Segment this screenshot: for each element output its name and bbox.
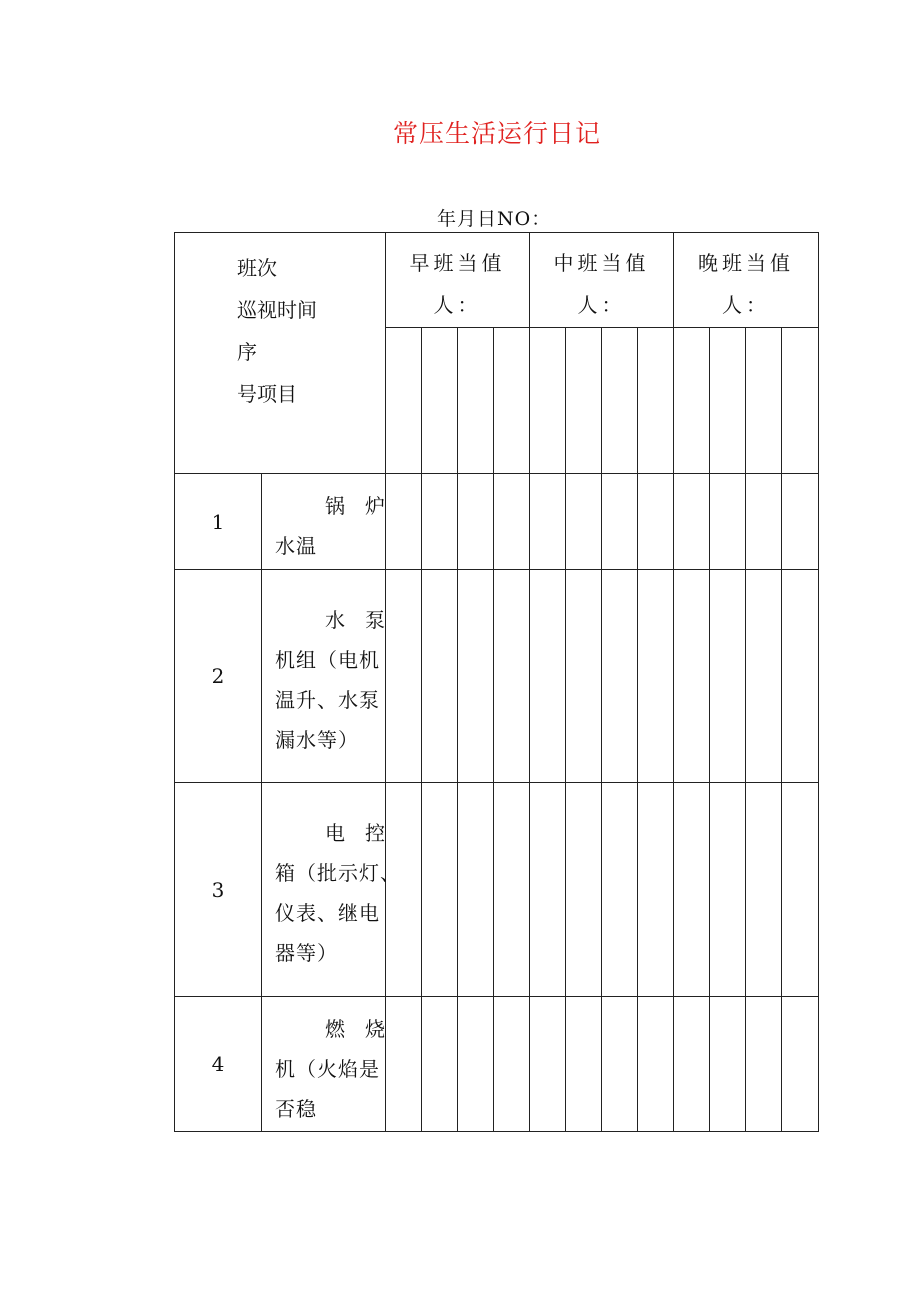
row-item: [262, 474, 386, 570]
item-text: 燃: [325, 1017, 345, 1041]
check-cell[interactable]: [422, 997, 458, 1132]
table-row: [175, 783, 819, 997]
check-cell[interactable]: [746, 783, 782, 997]
check-cell[interactable]: [530, 474, 566, 570]
document-title: 常压生活运行日记: [392, 119, 601, 148]
check-cell[interactable]: [494, 783, 530, 997]
header-label-time: 巡视时间: [237, 298, 317, 322]
check-cell[interactable]: [494, 570, 530, 783]
check-cell[interactable]: [638, 570, 674, 783]
row-number: 3: [175, 783, 262, 997]
check-cell[interactable]: [458, 997, 494, 1132]
time-slot-cell[interactable]: [530, 328, 566, 474]
item-text: 泵: [365, 608, 385, 632]
check-cell[interactable]: [638, 474, 674, 570]
check-cell[interactable]: [710, 783, 746, 997]
item-text: 机（火焰是: [275, 1057, 380, 1081]
check-cell[interactable]: [782, 997, 819, 1132]
item-text: 漏水等）: [275, 728, 359, 752]
shift-morning-person: 人：: [433, 293, 482, 317]
item-text: 箱（批示灯、: [275, 861, 401, 885]
shift-morning-label: 早班当值: [409, 251, 506, 275]
check-cell[interactable]: [530, 570, 566, 783]
shift-middle-header: [530, 233, 674, 328]
check-cell[interactable]: [566, 997, 602, 1132]
shift-morning-header: [386, 233, 530, 328]
shift-middle-label: 中班当值: [553, 251, 650, 275]
date-number-line: 年月日NO：: [437, 208, 552, 230]
time-slot-cell[interactable]: [422, 328, 458, 474]
time-slot-cell[interactable]: [746, 328, 782, 474]
check-cell[interactable]: [782, 570, 819, 783]
item-text: 仪表、继电: [275, 901, 380, 925]
check-cell[interactable]: [674, 570, 710, 783]
item-text: 水: [325, 608, 345, 632]
shift-night-person: 人：: [722, 293, 770, 317]
check-cell[interactable]: [674, 474, 710, 570]
time-slot-cell[interactable]: [602, 328, 638, 474]
check-cell[interactable]: [386, 997, 422, 1132]
time-slot-cell[interactable]: [674, 328, 710, 474]
check-cell[interactable]: [674, 783, 710, 997]
check-cell[interactable]: [386, 783, 422, 997]
check-cell[interactable]: [566, 570, 602, 783]
time-slot-cell[interactable]: [710, 328, 746, 474]
check-cell[interactable]: [386, 474, 422, 570]
header-label-seq: 序: [237, 340, 257, 364]
shift-night-header: [674, 233, 819, 328]
time-slot-cell[interactable]: [494, 328, 530, 474]
item-text: 烧: [365, 1017, 385, 1041]
check-cell[interactable]: [530, 783, 566, 997]
check-cell[interactable]: [710, 997, 746, 1132]
row-number: 4: [175, 997, 262, 1132]
item-text: 机组（电机: [275, 648, 380, 672]
item-text: 电: [325, 821, 345, 845]
item-text: 锅: [325, 494, 345, 518]
table-row: [175, 997, 819, 1132]
check-cell[interactable]: [422, 474, 458, 570]
item-text: 否稳: [275, 1097, 317, 1121]
check-cell[interactable]: [494, 474, 530, 570]
item-text: 炉: [365, 494, 385, 518]
check-cell[interactable]: [638, 997, 674, 1132]
inspection-log-table: [174, 232, 819, 1132]
shift-middle-person: 人：: [577, 293, 626, 317]
header-corner-cell: [175, 233, 386, 474]
header-label-item: 号项目: [237, 382, 297, 406]
time-slot-cell[interactable]: [458, 328, 494, 474]
check-cell[interactable]: [566, 783, 602, 997]
check-cell[interactable]: [494, 997, 530, 1132]
check-cell[interactable]: [458, 474, 494, 570]
shift-night-label: 晚班当值: [698, 251, 794, 275]
check-cell[interactable]: [458, 570, 494, 783]
table-row: [175, 570, 819, 783]
item-text: 器等）: [275, 941, 338, 965]
item-text: 温升、水泵: [275, 688, 380, 712]
check-cell[interactable]: [710, 474, 746, 570]
check-cell[interactable]: [782, 783, 819, 997]
check-cell[interactable]: [602, 570, 638, 783]
check-cell[interactable]: [674, 997, 710, 1132]
time-slot-cell[interactable]: [566, 328, 602, 474]
check-cell[interactable]: [746, 997, 782, 1132]
check-cell[interactable]: [422, 783, 458, 997]
row-item: [262, 570, 386, 783]
row-item: [262, 783, 401, 997]
check-cell[interactable]: [782, 474, 819, 570]
check-cell[interactable]: [458, 783, 494, 997]
check-cell[interactable]: [602, 474, 638, 570]
row-number: 2: [175, 570, 262, 783]
check-cell[interactable]: [746, 570, 782, 783]
check-cell[interactable]: [602, 997, 638, 1132]
check-cell[interactable]: [746, 474, 782, 570]
check-cell[interactable]: [602, 783, 638, 997]
check-cell[interactable]: [386, 570, 422, 783]
row-number: 1: [175, 474, 262, 570]
time-slot-cell[interactable]: [386, 328, 422, 474]
time-slot-cell[interactable]: [638, 328, 674, 474]
time-slot-cell[interactable]: [782, 328, 819, 474]
check-cell[interactable]: [422, 570, 458, 783]
header-label-shift: 班次: [237, 256, 277, 280]
check-cell[interactable]: [710, 570, 746, 783]
table-row: [175, 474, 819, 570]
check-cell[interactable]: [638, 783, 674, 997]
header-row: [175, 233, 819, 328]
item-text: 水温: [275, 534, 317, 558]
row-item: [262, 997, 386, 1132]
check-cell[interactable]: [566, 474, 602, 570]
item-text: 控: [365, 821, 385, 845]
check-cell[interactable]: [530, 997, 566, 1132]
